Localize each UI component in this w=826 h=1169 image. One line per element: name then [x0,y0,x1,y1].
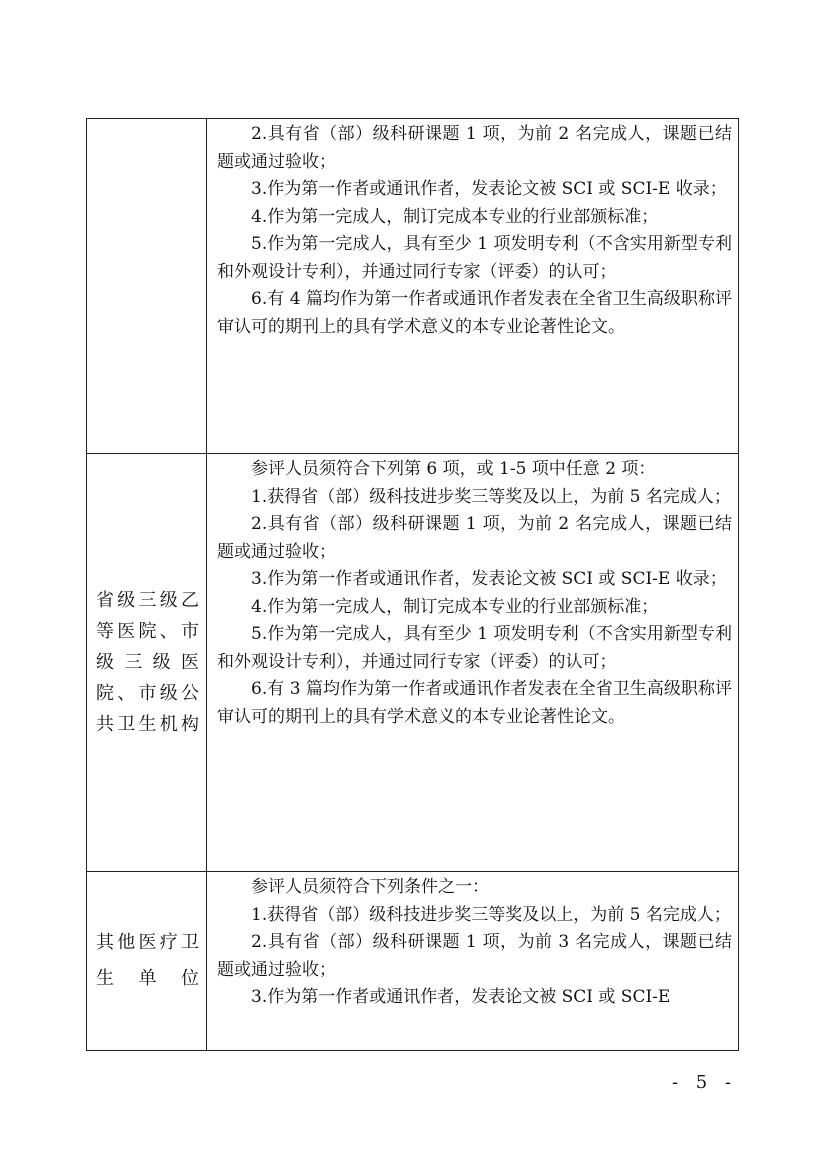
criteria-paragraph: 参评人员须符合下列条件之一： [251,877,489,897]
criteria-paragraph: 5.作为第一完成人，具有至少 1 项发明专利（不含实用新型专利和外观设计专利），并通过同行专家（评委）的认可； [217,234,732,282]
criteria-paragraph: 3.作为第一作者或通讯作者，发表论文被 SCI 或 SCI-E [251,987,671,1007]
criteria-paragraph: 5.作为第一完成人，具有至少 1 项发明专利（不含实用新型专利和外观设计专利），并通过同行专家（评委）的认可； [217,624,732,672]
table-row [87,454,739,872]
criteria-paragraph: 3.作为第一作者或通讯作者，发表论文被 SCI 或 SCI-E 收录； [251,179,727,199]
criteria-paragraph: 2.具有省（部）级科研课题 1 项，为前 3 名完成人，课题已结题或通过验收； [217,932,732,980]
criteria-paragraph: 4.作为第一完成人，制订完成本专业的行业部颁标准； [251,596,659,617]
criteria-paragraph: 6.有 3 篇均作为第一作者或通讯作者发表在全省卫生高级职称评审认可的期刊上的具有学术意义的本专业论著性论文。 [217,679,732,727]
table-row [87,872,739,1051]
criteria-paragraph: 6.有 4 篇均作为第一作者或通讯作者发表在全省卫生高级职称评审认可的期刊上的具有学术意义的本专业论著性论文。 [217,289,732,337]
table-row [87,119,739,454]
criteria-cell [207,872,739,1051]
criteria-table [86,118,739,1051]
criteria-cell [207,454,739,872]
category-cell: 其他医疗卫生单位 [87,872,207,1051]
criteria-paragraph: 3.作为第一作者或通讯作者，发表论文被 SCI 或 SCI-E 收录； [251,569,727,589]
page-number: - 5 - [672,1072,738,1093]
category-cell [87,119,207,454]
criteria-paragraph: 1.获得省（部）级科技进步奖三等奖及以上，为前 5 名完成人； [251,904,731,925]
criteria-cell [207,119,739,454]
criteria-paragraph: 2.具有省（部）级科研课题 1 项，为前 2 名完成人，课题已结题或通过验收； [217,514,732,562]
criteria-paragraph: 4.作为第一完成人，制订完成本专业的行业部颁标准； [251,206,659,227]
criteria-paragraph: 1.获得省（部）级科技进步奖三等奖及以上，为前 5 名完成人； [251,486,731,507]
criteria-paragraph: 参评人员须符合下列第 6 项，或 1-5 项中任意 2 项： [251,459,656,479]
category-cell: 省级三级乙等医院、市级三级医院、市级公共卫生机构 [87,454,207,872]
criteria-paragraph: 2.具有省（部）级科研课题 1 项，为前 2 名完成人，课题已结题或通过验收； [217,124,732,172]
